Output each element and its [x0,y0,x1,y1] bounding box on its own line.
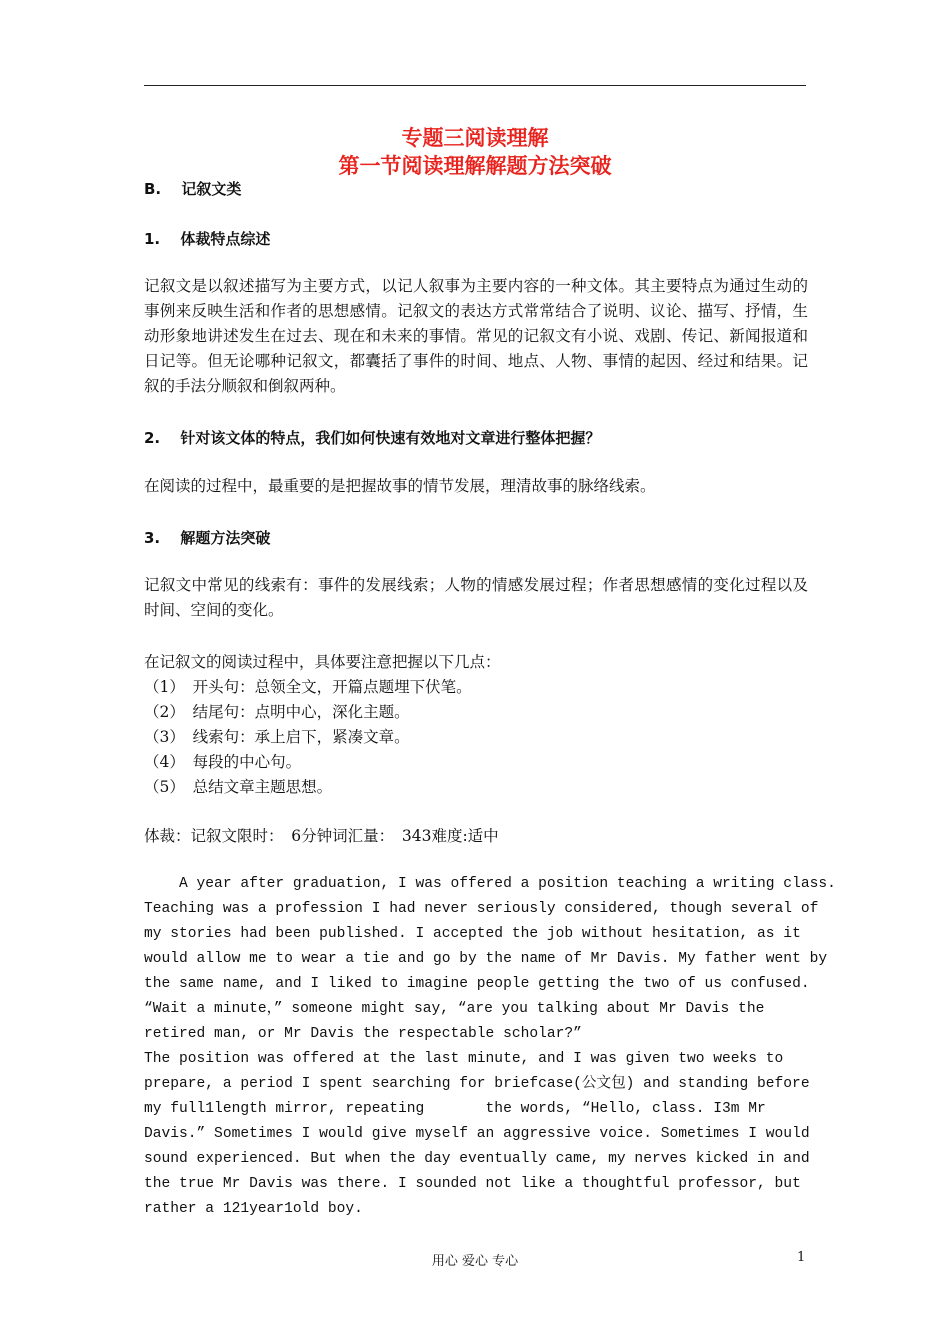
header-rule [144,85,806,86]
passage-line: my full1length mirror, repeating the words, “Hello, class. I3m Mr [144,1101,766,1117]
section-heading-b: B. 记叙文类 [144,180,242,198]
reading-meta-info: 体裁：记叙文限时： 6分钟词汇量： 343难度:适中 [144,827,499,845]
paragraph-genre-description: 记叙文是以叙述描写为主要方式，以记人叙事为主要内容的一种文体。其主要特点为通过生动的事例来反映生活和作者的思想感情。记叙文的表达方式常常结合了说明、议论、描写、抒情，生动形象地讲述发生在过去、现在和未来的事情。常见的记叙文有小说、戏剧、传记、新闻报道和日记等。但无论哪种记叙文，都囊括了事件的时间、地点、人物、事情的起因、经过和结果。记叙的手法分顺叙和倒叙两种。 [144,277,808,395]
passage-line: the true Mr Davis was there. I sounded not like a thoughtful professor, but [144,1176,801,1192]
passage-line: the same name, and I liked to imagine people getting the two of us confused. [144,976,810,992]
page-number: 1 [797,1250,806,1265]
heading-solving-methods: 3. 解题方法突破 [144,529,271,547]
list-item: （5） 总结文章主题思想。 [144,778,333,796]
passage-line: The position was offered at the last minute, and I was given two weeks to [144,1051,784,1067]
list-item: （3） 线索句：承上启下，紧凑文章。 [144,728,410,746]
passage-line: my stories had been published. I accepted the job without hesitation, as it [144,926,801,942]
passage-line: retired man, or Mr Davis the respectable scholar?” [144,1026,582,1042]
heading-overall-grasp: 2. 针对该文体的特点，我们如何快速有效地对文章进行整体把握？ [144,429,601,447]
heading-genre-features: 1. 体裁特点综述 [144,230,271,248]
paragraph-clues: 记叙文中常见的线索有：事件的发展线索；人物的情感发展过程；作者思想感情的变化过程以及时间、空间的变化。 [144,576,808,619]
passage-line: sound experienced. But when the day eventually came, my nerves kicked in and [144,1151,810,1167]
passage-line: would allow me to wear a tie and go by the name of Mr Davis. My father went by [144,951,828,967]
passage-line: A year after graduation, I was offered a position teaching a writing class. [144,876,836,892]
english-passage [144,872,836,1222]
passage-line: Teaching was a profession I had never seriously considered, though several of [144,901,819,917]
list-item: （4） 每段的中心句。 [144,753,302,771]
passage-line: prepare, a period I spent searching for briefcase(公文包) and standing before [144,1076,810,1092]
passage-line: rather a 121year1old boy. [144,1201,363,1217]
list-item: （1） 开头句：总领全文，开篇点题埋下伏笔。 [144,678,472,696]
document-subtitle: 第一节阅读理解解题方法突破 [338,153,612,178]
points-intro: 在记叙文的阅读过程中，具体要注意把握以下几点： [144,653,501,671]
passage-line: Davis.” Sometimes I would give myself an aggressive voice. Sometimes I would [144,1126,810,1142]
list-item: （2） 结尾句：点明中心，深化主题。 [144,703,410,721]
document-title: 专题三阅读理解 [401,125,549,150]
passage-line: “Wait a minute，” someone might say, “are you talking about Mr Davis the [144,1001,765,1017]
page-footer: 用心 爱心 专心 [431,1254,519,1269]
paragraph-reading-focus: 在阅读的过程中，最重要的是把握故事的情节发展，理清故事的脉络线索。 [144,477,656,495]
